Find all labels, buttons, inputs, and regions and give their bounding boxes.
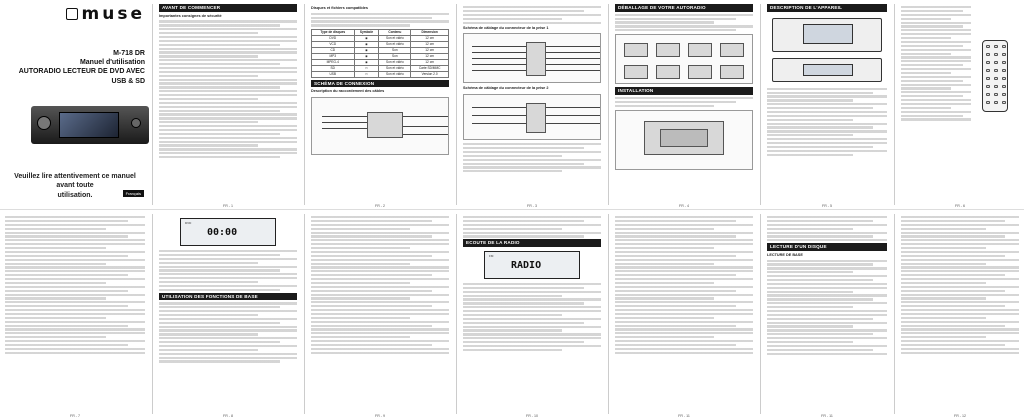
page-divider	[304, 4, 305, 205]
page-fonctions-suite	[306, 210, 454, 418]
section-subtitle: Disques et fichiers compatibles	[311, 6, 368, 10]
body-text-block	[463, 6, 601, 24]
section-subtitle: Description du raccordement des câbles	[311, 89, 385, 94]
page-divider	[760, 4, 761, 205]
page-number: FR - 5	[822, 203, 832, 208]
connector-icon	[526, 42, 546, 76]
product-image	[31, 106, 149, 144]
page-number: FR - 3	[527, 203, 537, 208]
formats-table	[311, 29, 449, 78]
body-text-block	[159, 250, 297, 291]
section-subtitle: Schéma de câblage du connecteur de la prise 1	[463, 25, 549, 30]
lcd-radio: RADIO	[511, 259, 542, 271]
body-text-block	[5, 216, 145, 354]
page-number: FR - 1	[223, 203, 233, 208]
page-divider	[152, 4, 153, 205]
table-row: MP3 ◉ Son 12 cm	[312, 53, 449, 59]
page-number: FR - 11	[821, 413, 833, 418]
lcd-time: 00:00	[207, 227, 238, 238]
page-divider	[894, 4, 895, 205]
table-row: VCD ◉ Son et vidéo 12 cm	[312, 41, 449, 47]
manual-title: Manuel d'utilisation	[79, 59, 145, 67]
section-header: DESCRIPTION DE L'APPAREIL	[767, 4, 887, 12]
head-unit-icon	[367, 112, 403, 138]
body-text-block	[159, 302, 297, 362]
page-number: FR - 9	[375, 413, 385, 418]
page-disques-compatibles	[306, 0, 454, 209]
body-text-block	[901, 216, 1019, 354]
page-divider	[152, 214, 153, 414]
accessories-diagram	[615, 34, 753, 84]
page-lecture-disque	[762, 210, 892, 418]
section-header: INSTALLATION	[615, 87, 753, 95]
page-description-appareil	[762, 0, 892, 209]
table-row: DVD ◉ Son et vidéo 12 cm	[312, 35, 449, 41]
page-telecommande	[896, 0, 1024, 209]
cover-warning: Veuillez lire attentivement ce manuel avant toute utilisation.	[14, 172, 136, 199]
head-unit-icon	[660, 129, 708, 147]
screen-icon	[59, 112, 119, 138]
table-header: Contenu	[379, 29, 411, 35]
body-text-block	[767, 216, 887, 241]
page-radio-suite	[610, 210, 758, 418]
wiring-diagram	[311, 97, 449, 155]
body-text-block	[311, 216, 449, 354]
installation-diagram	[615, 110, 753, 170]
page-fonctions-base	[154, 210, 302, 418]
connector-icon	[526, 103, 546, 133]
model-name: M-718 DR	[113, 50, 145, 58]
connector-2-diagram	[463, 94, 601, 140]
body-text-block	[901, 6, 971, 121]
body-text-block	[463, 143, 601, 172]
body-text-block	[767, 260, 887, 355]
page-divider	[456, 214, 457, 414]
page-divider	[456, 4, 457, 205]
section-subtitle: LECTURE DE BASE	[767, 252, 803, 257]
page-number: FR - 10	[526, 413, 538, 418]
page-lecture-suite	[896, 210, 1024, 418]
bottom-sheet	[0, 209, 1024, 418]
screen-icon	[803, 64, 853, 76]
page-radio	[458, 210, 606, 418]
control-knob-icon	[131, 118, 141, 128]
page-number: FR - 4	[679, 203, 689, 208]
table-row: SD ▭ Son et vidéo Carte SD/MMC	[312, 65, 449, 71]
page-number: FR - 7	[70, 413, 80, 418]
table-row: CD ◉ Son 12 cm	[312, 47, 449, 53]
section-header: SCHÉMA DE CONNEXION	[311, 80, 449, 88]
page-deballage-installation	[610, 0, 758, 209]
page-number: FR - 12	[954, 413, 966, 418]
section-header: AVANT DE COMMENCER	[159, 4, 297, 12]
page-avant-de-commencer	[154, 0, 302, 209]
language-tag: Français	[123, 190, 144, 197]
body-text-block	[767, 88, 887, 156]
cover-page	[0, 0, 150, 209]
page-number: FR - 11	[678, 413, 690, 418]
table-header: Type de disques	[312, 29, 355, 35]
front-panel-diagram	[772, 18, 882, 52]
table-row: USB ▭ Son et vidéo Version 2.0	[312, 71, 449, 77]
section-subtitle: Schéma de câblage du connecteur de la prise 2	[463, 86, 549, 91]
page-schema-cablage	[458, 0, 606, 209]
section-subtitle: Importantes consignes de sécurité	[159, 13, 222, 18]
body-text-block	[463, 216, 601, 238]
body-text-block	[615, 14, 753, 32]
body-text-block	[463, 283, 601, 351]
body-text-block	[159, 20, 297, 158]
table-header: Dimension	[411, 29, 449, 35]
product-title: AUTORADIO LECTEUR DE DVD AVEC USB & SD	[18, 68, 145, 85]
cover-title	[5, 49, 145, 85]
remote-control-icon	[982, 40, 1008, 112]
screen-icon	[803, 24, 853, 44]
table-header: Symbole	[354, 29, 379, 35]
connector-1-diagram	[463, 33, 601, 83]
volume-knob-icon	[37, 116, 51, 130]
page-divider	[608, 214, 609, 414]
body-text-block	[615, 97, 753, 107]
page-divider	[608, 4, 609, 205]
page-divider	[894, 214, 895, 414]
page-divider	[304, 214, 305, 414]
body-text-block	[311, 13, 449, 27]
page-number: FR - 8	[223, 413, 233, 418]
open-panel-diagram	[772, 58, 882, 82]
lcd-display: DVD 00:00	[180, 218, 276, 246]
page-number: FR - 2	[375, 203, 385, 208]
body-text-block	[615, 216, 753, 354]
page-divider	[760, 214, 761, 414]
logo-square-icon	[66, 8, 78, 20]
page-liste-fonctions	[0, 210, 150, 418]
brand-logo: muse	[5, 4, 145, 25]
section-header: LECTURE D'UN DISQUE	[767, 243, 887, 251]
table-row: MPEG-4 ◉ Son et vidéo 12 cm	[312, 59, 449, 65]
section-header: DÉBALLAGE DE VOTRE AUTORADIO	[615, 4, 753, 12]
section-header: ECOUTE DE LA RADIO	[463, 239, 601, 247]
section-header: UTILISATION DES FONCTIONS DE BASE	[159, 293, 297, 301]
lcd-display: FM RADIO	[484, 251, 580, 279]
page-number: FR - 6	[955, 203, 965, 208]
